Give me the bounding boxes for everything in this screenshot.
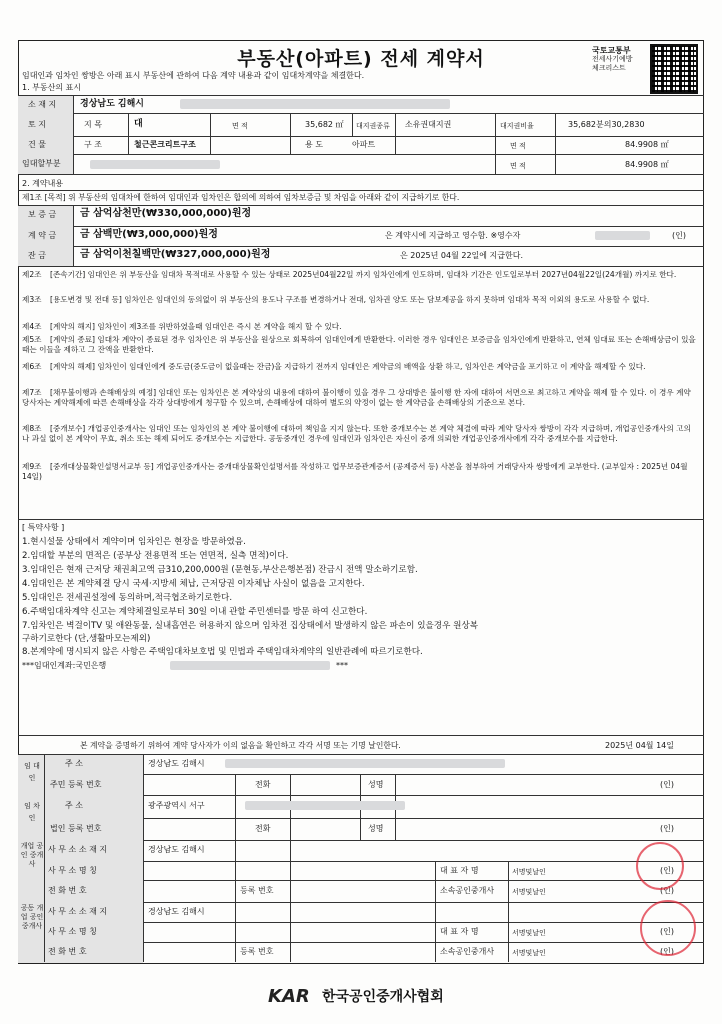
right-type-label: 대지권종류 [356, 122, 390, 130]
structure-value: 철근콘크리트구조 [134, 140, 196, 149]
co-broker-tel-label: 전 화 번 호 [48, 947, 87, 956]
jimok-value: 대 [134, 119, 143, 129]
co-broker-office-addr-value: 경상남도 김해시 [148, 907, 205, 916]
lessor-tel-label: 전화 [255, 780, 271, 789]
structure-label: 구 조 [84, 140, 102, 149]
lessor-id-label: 주민 등록 번호 [50, 780, 102, 789]
clause-3 [22, 295, 697, 305]
co-broker-rep-label: 대 표 자 명 [440, 927, 479, 936]
special-term-5: 5.임대인은 전세권설정에 동의하며,적극협조하기로한다. [22, 593, 233, 603]
building-label: 건 물 [28, 140, 46, 149]
special-term-6: 6.주택임대차계약 신고는 계약체결일로부터 30일 이내 관할 주민센터를 방문 하여 신고한다. [22, 607, 368, 617]
lessor-addr-value: 경상남도 김해시 [148, 759, 205, 768]
down-payment-note: 은 계약시에 지급하고 영수함. ※영수자 [385, 231, 521, 240]
building-area-label: 면 적 [510, 142, 526, 150]
deposit-label: 보 증 금 [28, 210, 57, 219]
redacted-lessee-addr [245, 801, 405, 810]
lessee-addr-label: 주 소 [65, 801, 83, 810]
clause-4 [22, 322, 697, 332]
land-label: 토 지 [28, 120, 46, 129]
clause-7 [22, 388, 697, 408]
clause-number: 제4조 [22, 322, 42, 331]
section-2-heading: 2. 계약내용 [22, 179, 64, 188]
clause-text: [중개대상물확인설명서교부 등] 개업공인중개사는 중개대상물확인설명서를 작성하고 업무보증관계증서 (공제증서 등) 사본을 첨부하여 거래당사자 쌍방에게 교부한다. (교부일자 : 2025년 04월 14일) [22, 462, 688, 481]
clause-text: [계약의 해지] 임차인이 제3조를 위반하였을때 임대인은 즉시 본 계약을 해지 할 수 있다. [50, 322, 342, 331]
clause-9 [22, 462, 697, 482]
redacted-receiver [595, 231, 650, 240]
checklist-line1: 전세사기예방 [592, 55, 633, 63]
clause-text: [존속기간] 임대인은 위 부동산을 임대차 목적대로 사용할 수 있는 상태로 2025년04월22일 까지 임차인에게 인도하며, 임대차 기간은 인도일로부터 2027년04월22일(24개월) 까지로 한다. [50, 270, 677, 279]
balance-label: 잔 금 [28, 251, 46, 260]
building-area-value: 84.9908 ㎡ [625, 140, 669, 149]
use-value: 아파트 [352, 140, 376, 149]
clause-number: 제7조 [22, 388, 42, 397]
red-seal-stamp-2 [640, 900, 696, 956]
co-broker-member-label: 소속공인중개사 [440, 947, 495, 956]
lessor-label: 임 대 인 [24, 762, 40, 782]
redacted-address [180, 99, 450, 109]
lessor-name-label: 성명 [368, 780, 384, 789]
special-term-11: *** [336, 661, 348, 670]
redacted-lessor-addr [225, 759, 505, 768]
confirm-date: 2025년 04월 14일 [605, 741, 674, 750]
co-broker-seal-1: (인) [660, 927, 674, 936]
clause-2 [22, 270, 697, 280]
broker-sign-label: 서명및날인 [512, 868, 546, 876]
ministry-name: 국토교통부 [592, 46, 631, 55]
clause-6 [22, 362, 697, 372]
qr-code-icon [650, 44, 698, 94]
ministry-checklist [592, 46, 633, 73]
land-area-label: 면 적 [232, 122, 248, 130]
land-area-value: 35,682 ㎡ [305, 120, 344, 129]
clause-number: 제9조 [22, 462, 42, 471]
article-1: 제1조 [목적] 위 부동산의 임대차에 한하여 임대인과 임차인은 합의에 의하여 임차보증금 및 차임을 아래와 같이 지급하기로 한다. [22, 193, 460, 202]
clause-text: [중개보수] 개업공인중개사는 임대인 또는 임차인의 본 계약 불이행에 대하여 책임을 지지 않는다. 또한 중개보수는 본 계약 체결에 따라 계약 당사자 쌍방이 각각 지급하며, 개업공인중개사의 고의나 과실 없이 본 계약이 무효, 취소 또는 해제 되어도 중개보수는 지급한다. 공동중개인 경우에 임대인과 임차인은 자신이 중개 의뢰한 개업공인중개사에게 각각 중개보수를 지급한다. [22, 424, 691, 443]
clause-5 [22, 335, 697, 355]
down-payment-label: 계 약 금 [28, 231, 57, 240]
lease-part-label: 임대할부분 [22, 159, 61, 168]
special-term-1: 1.현시설물 상태에서 계약이며 임차인은 현장을 방문하였음. [22, 537, 246, 547]
use-label: 용 도 [305, 140, 323, 149]
lessor-addr-label: 주 소 [65, 759, 83, 768]
redacted-account [170, 661, 330, 670]
clause-number: 제6조 [22, 362, 42, 371]
ratio-label: 대지권비율 [500, 122, 534, 130]
special-term-10: ***임대인계좌:국민은행 [22, 661, 107, 670]
broker-tel-label: 전 화 번 호 [48, 886, 87, 895]
special-term-7: 7.임차인은 벽걸이TV 및 애완동물, 실내흡연은 허용하지 않으며 임차전 집상태에서 발생하지 않은 파손이 있을경우 원상복 [22, 621, 479, 631]
footer-association: 한국공인중개사협회 [322, 989, 444, 1005]
co-broker-seal-2: (인) [660, 947, 674, 956]
clause-number: 제5조 [22, 335, 42, 344]
special-term-3: 3.임대인은 현재 근저당 채권최고액 금310,200,000원 (문현동,부산은행본점) 잔금시 전액 말소하기로함. [22, 565, 418, 575]
lease-area-value: 84.9908 ㎡ [625, 160, 669, 169]
clause-text: [계약의 종료] 임대차 계약이 종료된 경우 임차인은 위 부동산을 원상으로 회복하여 임대인에게 반환한다. 이러한 경우 임대인은 보증금을 임차인에게 반환하고, 연체 임대료 또는 손해배상금이 있을 때는 이들을 제하고 그 잔액을 반환한다. [22, 335, 696, 354]
co-broker-office-addr-label: 사 무 소 소 재 지 [48, 907, 108, 916]
broker-label: 개업 공인 중개사 [20, 842, 44, 868]
lease-area-label: 면 적 [510, 162, 526, 170]
co-broker-office-name-label: 사 무 소 명 칭 [48, 927, 97, 936]
special-term-2: 2.임대할 부분의 면적은 (공부상 전용면적 또는 연면적, 실측 면적)이다. [22, 551, 289, 561]
special-terms-title: [ 특약사항 ] [22, 523, 65, 532]
document-title: 부동산(아파트) 전세 계약서 [237, 48, 485, 70]
clause-number: 제8조 [22, 424, 42, 433]
lessor-seal: (인) [660, 780, 674, 789]
clause-number: 제3조 [22, 295, 42, 304]
co-broker-sign-label: 서명및날인 [512, 929, 546, 937]
section-1-heading: 1. 부동산의 표시 [22, 83, 82, 92]
special-term-9: 8.본계약에 명시되지 않은 사항은 주택임대차보호법 및 민법과 주택임대차계약의 일반관례에 따르기로한다. [22, 647, 423, 657]
lessee-seal: (인) [660, 824, 674, 833]
broker-seal-2: (인) [660, 886, 674, 895]
intro-text: 임대인과 임차인 쌍방은 아래 표시 부동산에 관하여 다음 계약 내용과 같이 임대차계약을 체결한다. [22, 71, 365, 80]
broker-member-label: 소속공인중개사 [440, 886, 495, 895]
broker-reg-label: 등록 번호 [240, 886, 274, 895]
ratio-value: 35,682분의30,2830 [568, 120, 645, 129]
redacted-lease-part [90, 160, 220, 169]
co-broker-reg-label: 등록 번호 [240, 947, 274, 956]
lessee-addr-value: 광주광역시 서구 [148, 801, 205, 810]
clause-number: 제2조 [22, 270, 42, 279]
lessee-tel-label: 전화 [255, 824, 271, 833]
clause-text: [계약의 해제] 임차인이 임대인에게 중도금(중도금이 없을때는 잔금)을 지급하기 전까지 임대인은 계약금의 배액을 상환 하고, 임차인은 계약금을 포기하고 이 계약을 해제할 수 있다. [50, 362, 646, 371]
location-value: 경상남도 김해시 [80, 99, 144, 109]
jimok-label: 지 목 [84, 120, 102, 129]
lessee-corp-label: 법인 등록 번호 [50, 824, 102, 833]
deposit-value: 금 삼억삼천만(₩330,000,000)원정 [80, 208, 252, 219]
red-seal-stamp [636, 842, 684, 890]
checklist-line2: 체크리스트 [592, 64, 626, 72]
broker-seal-1: (인) [660, 866, 674, 875]
lessee-name-label: 성명 [368, 824, 384, 833]
broker-office-addr-label: 사 무 소 소 재 지 [48, 845, 108, 854]
svg-text:KAR: KAR [268, 986, 310, 1007]
broker-office-name-label: 사 무 소 명 칭 [48, 866, 97, 875]
co-broker-sign-label-2: 서명및날인 [512, 949, 546, 957]
clause-text: [채무불이행과 손해배상의 예정] 임대인 또는 임차인은 본 계약상의 내용에 대하여 불이행이 있을 경우 그 상대방은 불이행 한 자에 대하여 서면으로 최고하고 계약을 해제 할 수 있다. 이 경우 계약 당사자는 계약해제에 따른 손해배상을 각각 상대방에게 청구할 수 있으며, 손해배상에 대하여 별도의 약정이 없는 한 계약금을 손해배상의 기준으로 본다. [22, 388, 691, 407]
kar-logo-icon [268, 980, 316, 1010]
down-payment-seal: (인) [672, 231, 686, 240]
broker-rep-label: 대 표 자 명 [440, 866, 479, 875]
balance-note: 은 2025년 04월 22일에 지급한다. [400, 251, 523, 260]
confirm-text: 본 계약을 증명하기 위하여 계약 당사자가 이의 없음을 확인하고 각각 서명 또는 기명 날인한다. [80, 741, 401, 750]
location-label: 소 재 지 [28, 100, 57, 109]
clause-8 [22, 424, 697, 444]
balance-value: 금 삼억이천칠백만(₩327,000,000)원정 [80, 249, 271, 260]
down-payment-value: 금 삼백만(₩3,000,000)원정 [80, 229, 218, 240]
special-term-8: 구하기로한다 (단,생활마모는제외) [22, 634, 151, 644]
broker-office-addr-value: 경상남도 김해시 [148, 845, 205, 854]
right-type-value: 소유권대지권 [405, 120, 452, 129]
co-broker-label: 공동 개업 공인 중개사 [20, 904, 44, 930]
clause-text: [용도변경 및 전대 등] 임차인은 임대인의 동의없이 위 부동산의 용도나 구조를 변경하거나 전대, 임차권 양도 또는 담보제공을 하지 못하며 임대차 목적 이외의 용도로 사용할 수 없다. [50, 295, 650, 304]
broker-sign-label-2: 서명및날인 [512, 888, 546, 896]
special-term-4: 4.임대인은 본 계약체결 당시 국세·지방세 체납, 근저당권 이자체납 사실이 없음을 고지한다. [22, 579, 365, 589]
lessee-label: 임 차 인 [24, 802, 40, 822]
